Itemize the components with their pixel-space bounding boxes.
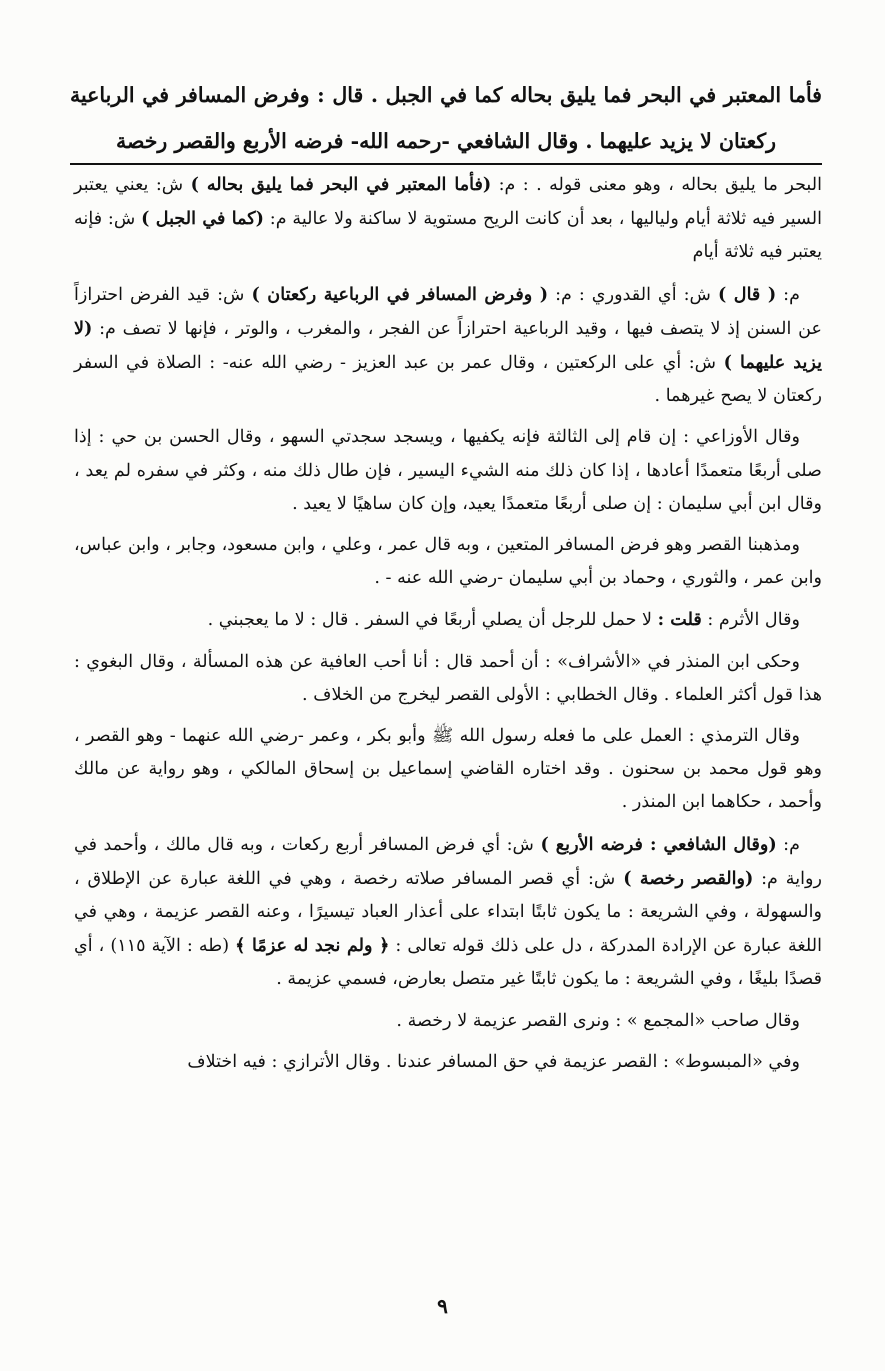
paragraph-text: وقال الأوزاعي : إن قام إلى الثالثة فإنه يكفيها ، ويسجد سجدتي السهو ، وقال الحسن بن حي : إذا صلى أربعًا متعمدًا أعادها ، إذا كان ذلك منه الشيء اليسير ، فإن طال ذلك منه ، وكثر في سفره لم يعد ، وقال ابن أبي سليمان : إن صلى أربعًا متعمدًا يعيد، وإن كان ساهيًا لا يعيد . (74, 427, 822, 514)
paragraph-text: وحكى ابن المنذر في «الأشراف» : أن أحمد قال : أنا أحب العافية عن هذه المسألة ، وقال البغوي : هذا قول أكثر العلماء . وقال الخطابي : الأولى القصر ليخرج من الخلاف . (74, 651, 822, 705)
paragraph-text: ش: أي قصر المسافر صلاته رخصة ، وهي في اللغة عبارة عن الإطلاق ، والسهولة ، وفي الشريعة : ما يكون ثابتًا ابتداء على أعذار العباد تيسيرًا ، وعنه القصر عزيمة ، وهي في اللغة عبارة عن الإرادة المدركة ، دل على ذلك قوله تعالى : (74, 868, 822, 957)
paragraph (74, 1046, 822, 1079)
emphasized-text: (وقال الشافعي : فرضه الأربع ) (540, 833, 777, 855)
matn-header: فأما المعتبر في البحر فما يليق بحاله كما في الجبل . قال : وفرض المسافر في الرباعية ركعتان لا يزيد عليهما . وقال الشافعي -رحمه الله- فرضه الأربع والقصر رخصة (70, 83, 822, 153)
paragraph-text: ش: أي على الركعتين ، وقال عمر بن عبد العزيز - رضي الله عنه- : الصلاة في السفر ركعتان لا يصح غيرهما . (74, 353, 822, 407)
emphasized-text: ﴿ ولم نجد له عزمًا ﴾ (235, 935, 390, 957)
emphasized-text: (كما في الجبل ) (141, 208, 264, 230)
paragraph-text: وقال صاحب «المجمع » : ونرى القصر عزيمة لا رخصة . (396, 1010, 800, 1031)
paragraph-text: ومذهبنا القصر وهو فرض المسافر المتعين ، وبه قال عمر ، وعلي ، وابن مسعود، وجابر ، وابن عباس، وابن عمر ، والثوري ، وحماد بن أبي سليمان -رضي الله عنه - . (74, 535, 822, 589)
paragraph-text: ش: يعني يعتبر السير فيه ثلاثة أيام ولياليها ، بعد أن كانت الريح مستوية لا ساكنة ولا عالية م: (74, 175, 822, 230)
paragraph-text: لا حمل للرجل أن يصلي أربعًا في السفر . قال : لا ما يعجبني . (207, 610, 658, 631)
emphasized-text: (والقصر رخصة ) (623, 867, 754, 889)
paragraph (74, 168, 822, 270)
paragraph-text: م: (776, 284, 800, 305)
paragraph-text: (طه : الآية ١١٥) ، أي قصدًا بليغًا ، وفي الشريعة : ما يكون ثابتًا غير متصل بعارض، فسمي عزيمة . (74, 936, 822, 990)
commentary-body (74, 168, 822, 1087)
paragraph (74, 1005, 822, 1038)
emphasized-text: ( وفرض المسافر في الرباعية ركعتان ) (251, 283, 549, 305)
emphasized-text: (فأما المعتبر في البحر فما يليق بحاله ) (190, 174, 492, 195)
header-divider (70, 163, 822, 165)
paragraph-text: وفي «المبسوط» : القصر عزيمة في حق المسافر عندنا . وقال الأترازي : فيه اختلاف (187, 1051, 800, 1072)
paragraph-text: وقال الترمذي : العمل على ما فعله رسول الله ﷺ وأبو بكر ، وعمر -رضي الله عنهما - وهو القصر ، وهو قول محمد بن سحنون . وقد اختاره القاضي إسماعيل بن إسحاق المالكي ، وهو رواية عن مالك وأحمد ، حكاهما ابن المنذر . (74, 726, 822, 813)
paragraph-text: ش: أي القدوري : م: (548, 284, 718, 305)
paragraph (74, 720, 822, 820)
paragraph (74, 646, 822, 712)
paragraph-text: م: (776, 834, 800, 855)
paragraph (74, 828, 822, 997)
paragraph-text: وقال الأثرم : (701, 610, 800, 631)
paragraph-text: البحر ما يليق بحاله ، وهو معنى قوله . : م: (491, 175, 822, 195)
paragraph-text: ش: أي فرض المسافر أربع ركعات ، وبه قال مالك ، وأحمد في رواية م: (74, 834, 822, 889)
emphasized-text: (لا يزيد عليهما ) (74, 317, 822, 374)
paragraph (74, 278, 822, 414)
emphasized-text: ( قال ) (717, 283, 777, 305)
paragraph (74, 603, 822, 637)
page-number: ٩ (437, 1294, 448, 1318)
paragraph (74, 529, 822, 595)
paragraph-text: ش: فإنه يعتبر فيه ثلاثة أيام (74, 209, 822, 263)
emphasized-text: قلت : (657, 609, 702, 631)
paragraph-text: ش: قيد الفرض احترازاً عن السنن إذ لا يتصف فيها ، وقيد الرباعية احترازاً عن الفجر ، والمغرب ، والوتر ، فإنها لا تصف م: (74, 284, 822, 339)
paragraph (74, 421, 822, 521)
